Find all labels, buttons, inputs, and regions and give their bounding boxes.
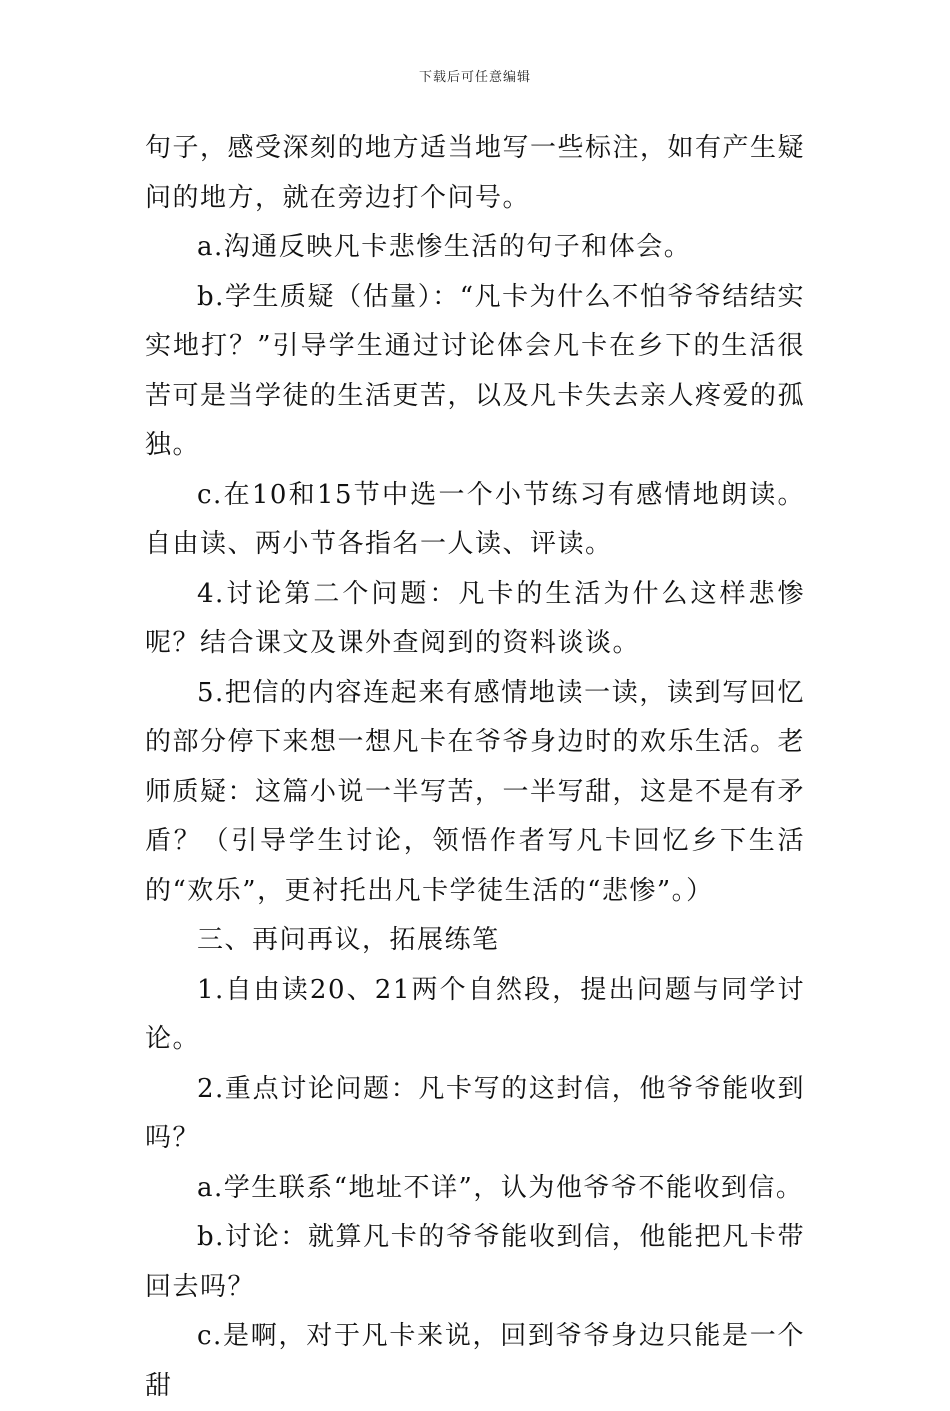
page-header: 下载后可任意编辑 xyxy=(418,70,531,85)
paragraph-3: b.学生质疑（估量）：“凡卡为什么不怕爷爷结结实实地打？”引导学生通过讨论体会凡卡在乡下的生活很苦可是当学徒的生活更苦，以及凡卡失去亲人疼爱的孤独。 xyxy=(145,281,806,460)
paragraph-2: a.沟通反映凡卡悲惨生活的句子和体会。 xyxy=(197,232,692,262)
paragraph-9: 2.重点讨论问题：凡卡写的这封信，他爷爷能收到吗？ xyxy=(145,1073,805,1153)
paragraph-6: 5.把信的内容连起来有感情地读一读，读到写回忆的部分停下来想一想凡卡在爷爷身边时的欢乐生活。老师质疑：这篇小说一半写苦，一半写甜，这是不是有矛盾？（引导学生讨论，领悟作者写凡卡回忆乡下生活的“欢乐”，更衬托出凡卡学徒生活的“悲惨”。） xyxy=(145,677,806,906)
paragraph-11: b.讨论：就算凡卡的爷爷能收到信，他能把凡卡带回去吗？ xyxy=(145,1222,805,1302)
paragraph-4: c.在10和15节中选一个小节练习有感情地朗读。自由读、两小节各指名一人读、评读。 xyxy=(145,479,805,559)
paragraph-8: 1.自由读20、21两个自然段，提出问题与同学讨论。 xyxy=(145,974,805,1054)
paragraph-12: c.是啊，对于凡卡来说，回到爷爷身边只能是一个甜 xyxy=(145,1321,805,1401)
section-heading: 三、再问再议，拓展练笔 xyxy=(197,925,500,955)
paragraph-1: 句子，感受深刻的地方适当地写一些标注，如有产生疑问的地方，就在旁边打个问号。 xyxy=(145,133,806,213)
document-body xyxy=(145,124,805,1411)
paragraph-10: a.学生联系“地址不详”，认为他爷爷不能收到信。 xyxy=(197,1172,804,1203)
paragraph-5: 4.讨论第二个问题：凡卡的生活为什么这样悲惨呢？结合课文及课外查阅到的资料谈谈。 xyxy=(145,578,805,658)
